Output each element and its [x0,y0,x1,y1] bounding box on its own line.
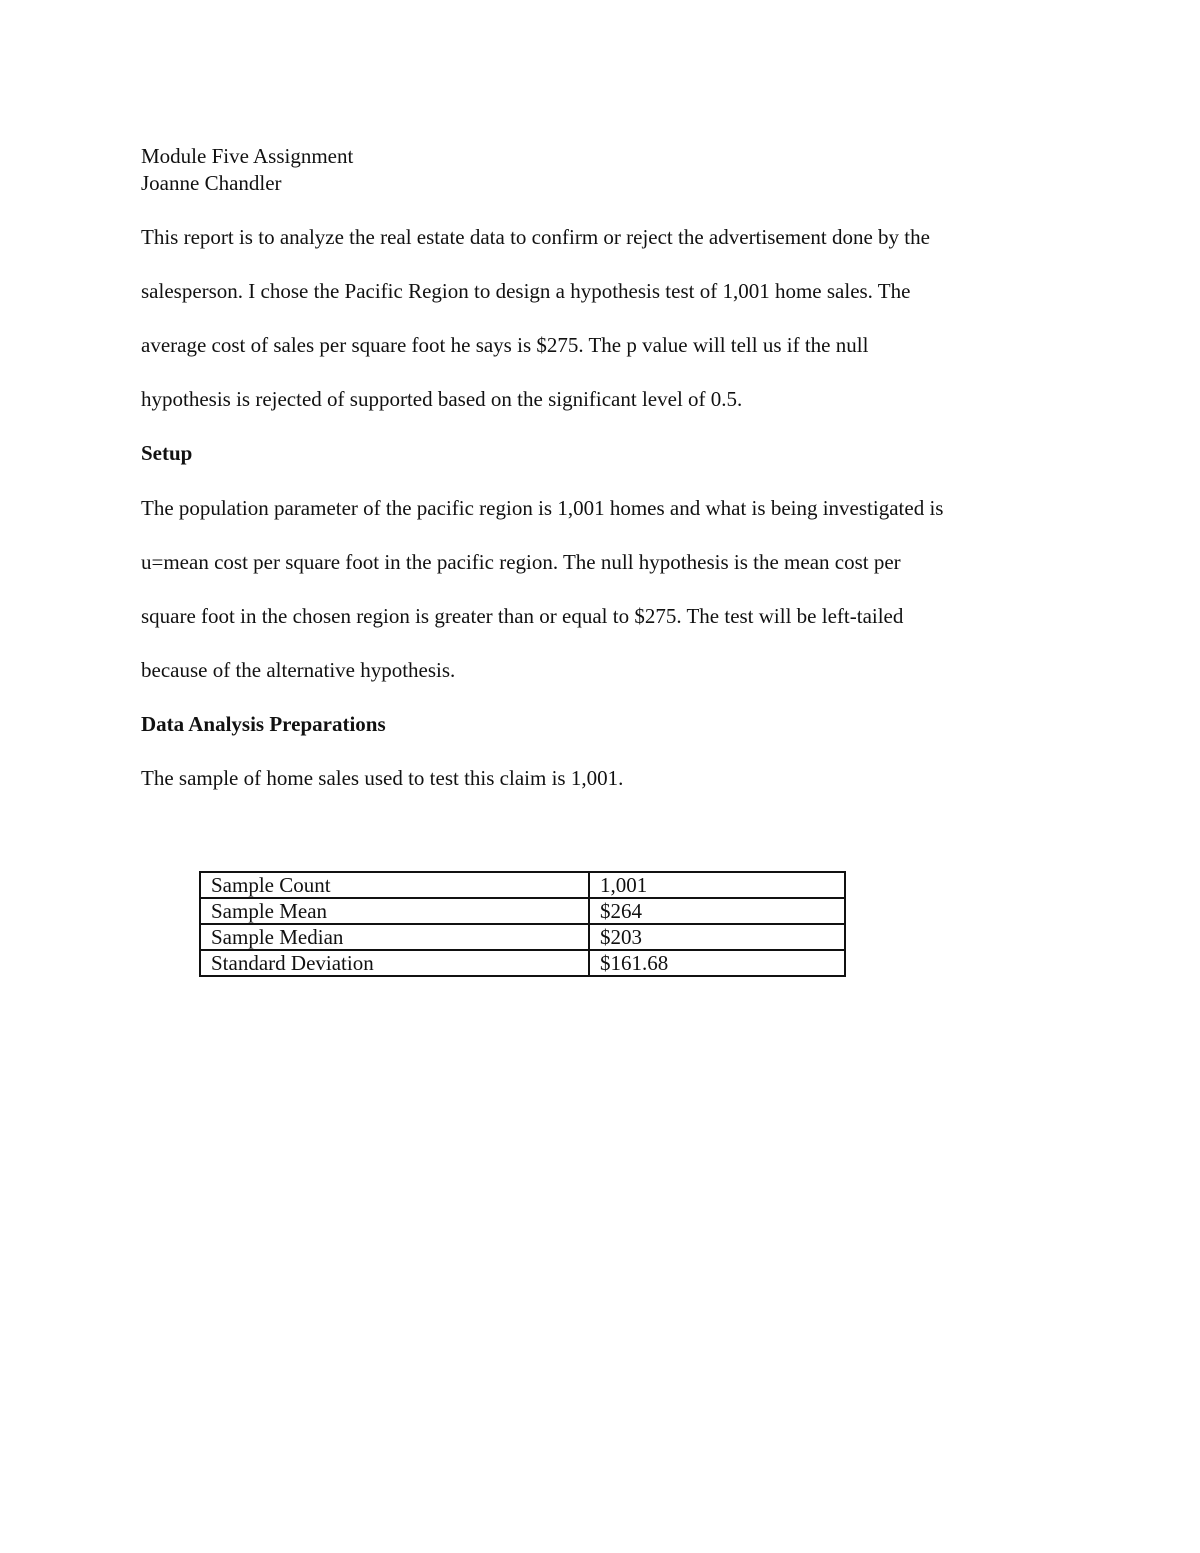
stat-label: Sample Mean [200,898,589,924]
stat-label: Sample Median [200,924,589,950]
table-row [200,872,845,898]
stat-value: $203 [589,924,845,950]
stat-value: $161.68 [589,950,845,976]
table-row [200,898,845,924]
intro-line: This report is to analyze the real estate data to confirm or reject the advertisement done by the [141,225,930,249]
analysis-heading: Data Analysis Preparations [141,712,386,736]
stat-label: Sample Count [200,872,589,898]
setup-line: The population parameter of the pacific region is 1,001 homes and what is being investigated is [141,496,944,520]
stat-value: $264 [589,898,845,924]
stat-label: Standard Deviation [200,950,589,976]
setup-line: because of the alternative hypothesis. [141,658,456,682]
setup-line: square foot in the chosen region is greater than or equal to $275. The test will be left-tailed [141,604,904,628]
analysis-line: The sample of home sales used to test this claim is 1,001. [141,766,624,790]
intro-line: salesperson. I chose the Pacific Region to design a hypothesis test of 1,001 home sales. The [141,279,911,303]
setup-heading: Setup [141,441,193,465]
table-row [200,924,845,950]
setup-line: u=mean cost per square foot in the pacific region. The null hypothesis is the mean cost per [141,550,901,574]
summary-statistics-table [199,871,846,977]
author-name: Joanne Chandler [141,171,282,195]
document-title: Module Five Assignment [141,144,354,168]
intro-line: hypothesis is rejected of supported based on the significant level of 0.5. [141,387,743,411]
intro-line: average cost of sales per square foot he says is $275. The p value will tell us if the null [141,333,869,357]
stat-value: 1,001 [589,872,845,898]
table-row [200,950,845,976]
